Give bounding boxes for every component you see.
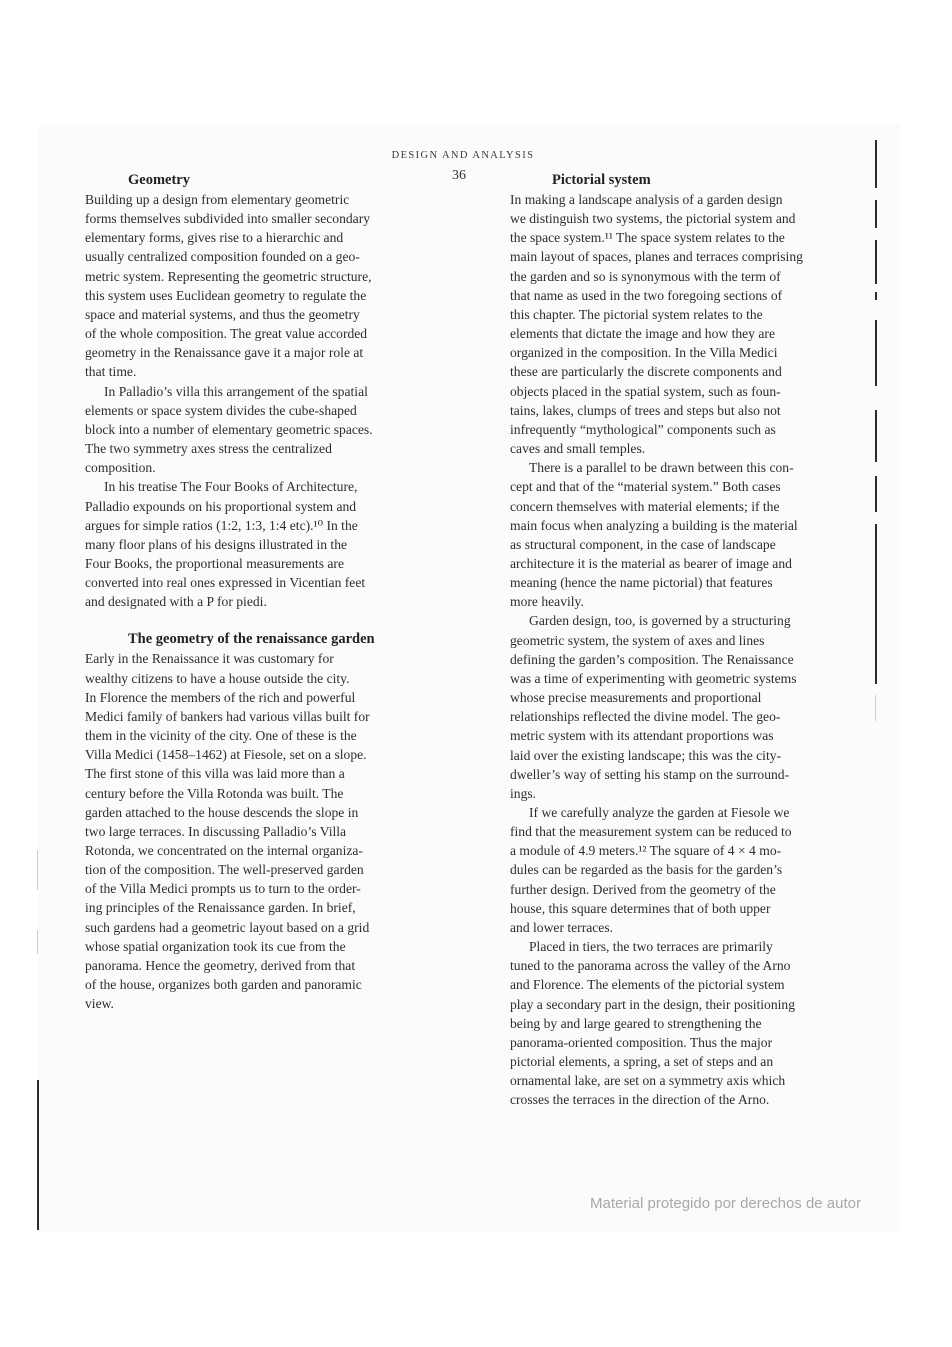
scan-edge-mark bbox=[875, 476, 877, 512]
scan-edge-mark bbox=[37, 930, 38, 954]
paragraph: In Palladio’s villa this arrangement of the spatial elements or space system divides the cube-shaped block into a number of elementary geometric spaces. The two symmetry axes stress the centralized composition. bbox=[85, 383, 373, 476]
scan-edge-mark bbox=[875, 240, 877, 284]
scan-edge-mark bbox=[37, 1080, 39, 1230]
scan-edge-mark bbox=[875, 200, 877, 228]
paragraph: Building up a design from elementary geometric forms themselves subdivided into smaller secondary elementary forms, gives rise to a hierarchic and usually centralized composition founded on a geo- metric system. Representing the geometric structure, this system uses Euclidean geometry to regulate the space and material systems, and thus the geometry of the whole composition. The great value accorded geometry in the Renaissance gave it a major role at that time. bbox=[85, 192, 372, 380]
section-heading-pictorial-system: Pictorial system bbox=[552, 172, 651, 188]
scan-edge-mark bbox=[875, 140, 877, 188]
scan-edge-mark bbox=[875, 320, 877, 386]
section-heading-renaissance-garden: The geometry of the renaissance garden bbox=[128, 631, 375, 648]
paragraph: In his treatise The Four Books of Architecture, Palladio expounds on his proportional system and argues for simple ratios (1:2, 1:3, 1:4 etc).¹⁰ In the many floor plans of his designs illustrated in the Four Books, the proportional measurements are converted into real ones expressed in Vicentian feet and designated with a P for piedi. bbox=[85, 479, 366, 610]
scan-edge-mark bbox=[37, 850, 38, 890]
running-head: DESIGN AND ANALYSIS bbox=[391, 150, 535, 161]
page-number: 36 bbox=[452, 168, 466, 183]
scan-edge-mark bbox=[875, 695, 876, 721]
right-column bbox=[510, 171, 850, 1110]
paragraph: If we carefully analyze the garden at Fiesole we find that the measurement system can be reduced to a module of 4.9 meters.¹² The square of 4 × 4 mo- dules can be regarded as the basis for the garden’s further design. Derived from the geometry of the house, this square determines that of both upper and lower terraces. bbox=[510, 805, 792, 935]
paragraph: Early in the Renaissance it was customary for wealthy citizens to have a house outside the city. In Florence the members of the rich and powerful Medici family of bankers had various villas built for them in the vicinity of the city. One of these is the Villa Medici (1458–1462) at Fiesole, set on a slope. The first stone of this villa was laid more than a century before the Villa Rotonda was built. The garden attached to the house descends the slope in two large terraces. In discussing Palladio’s Villa Rotonda, we concentrated on the internal organiza- tion of the composition. The well-preserved garden of the Villa Medici prompts us to turn to the order- ing principles of the Renaissance garden. In brief, such gardens had a geometric layout based on a grid whose spatial organization took its cue from the panorama. Hence the geometry, derived from that of the house, organizes both garden and panoramic view. bbox=[85, 651, 370, 1012]
section-heading-geometry: Geometry bbox=[128, 172, 190, 188]
paragraph: In making a landscape analysis of a garden design we distinguish two systems, the pictorial system and the space system.¹¹ The space system relates to the main layout of spaces, planes and terraces comprising the garden and so is synonymous with the term of that name as used in the two foregoing sections of this chapter. The pictorial system relates to the elements that dictate the image and how they are organized in the composition. In the Villa Medici these are particularly the discrete components and objects placed in the spatial system, such as foun- tains, lakes, clumps of trees and steps but also not infrequently “mythological” components such as caves and small temples. bbox=[510, 192, 803, 457]
scan-edge-mark bbox=[875, 524, 877, 684]
paragraph: Garden design, too, is governed by a structuring geometric system, the system of axes and lines defining the garden’s composition. The Renaissance was a time of experimenting with geometric systems whose precise measurements and proportional relationships reflected the divine model. The geo- metric system with its attendant proportions was laid over the existing landscape; this was the city- dweller’s way of setting his stamp on the surround- ings. bbox=[510, 613, 797, 801]
paragraph: Placed in tiers, the two terraces are primarily tuned to the panorama across the valley of the Arno and Florence. The elements of the pictorial system play a secondary part in the design, their positioning being by and large geared to strengthening the panorama-oriented composition. Thus the major pictorial elements, a spring, a set of steps and an ornamental lake, are set on a symmetry axis which crosses the terraces in the direction of the Arno. bbox=[510, 939, 796, 1108]
paragraph: There is a parallel to be drawn between this con- cept and that of the “material system.” Both cases concern themselves with material elements; if the main focus when analyzing a building is the material as structural component, in the case of landscape architecture it is the material as bearer of image and meaning (hence the name pictorial) that features more heavily. bbox=[510, 460, 798, 610]
copyright-watermark: Material protegido por derechos de autor bbox=[590, 1195, 861, 1212]
scan-edge-mark bbox=[875, 410, 877, 462]
left-column bbox=[85, 171, 425, 1013]
scan-edge-mark bbox=[875, 292, 877, 300]
